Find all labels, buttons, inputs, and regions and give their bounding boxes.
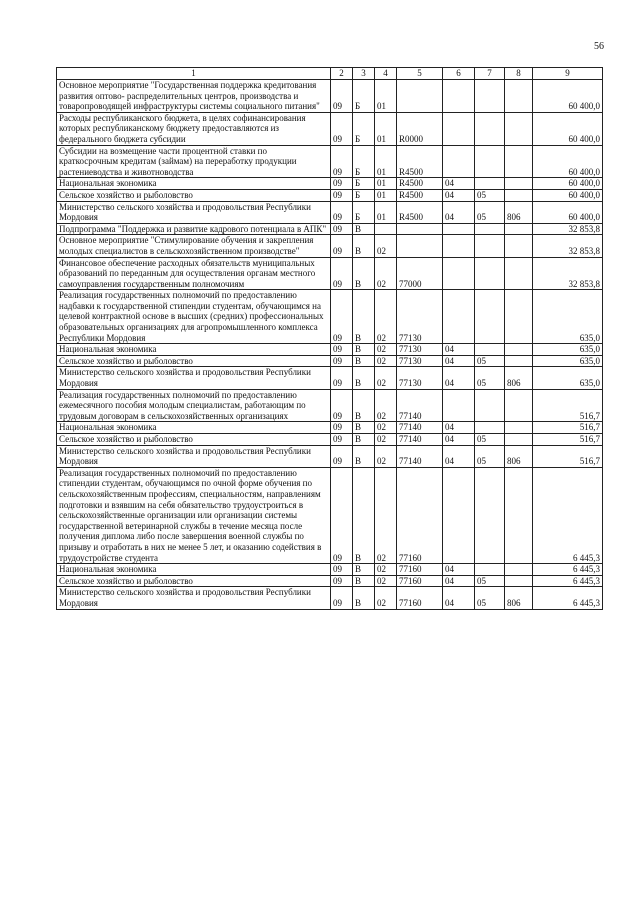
- subsection-code-cell: 05: [475, 201, 505, 223]
- column-header: 7: [475, 68, 505, 80]
- subprogram-code-cell: В: [353, 344, 375, 356]
- direction-code-cell: 77160: [397, 467, 443, 563]
- program-code-cell: 09: [331, 389, 353, 422]
- subprogram-code-cell: В: [353, 290, 375, 344]
- activity-code-cell: 02: [375, 235, 397, 257]
- activity-code-cell: 01: [375, 80, 397, 113]
- ministry-code-cell: [505, 257, 533, 290]
- amount-cell: 635,0: [533, 290, 603, 344]
- subprogram-code-cell: Б: [353, 178, 375, 190]
- section-code-cell: [443, 467, 475, 563]
- subsection-code-cell: [475, 178, 505, 190]
- program-code-cell: 09: [331, 434, 353, 446]
- direction-code-cell: 77130: [397, 290, 443, 344]
- amount-cell: 516,7: [533, 434, 603, 446]
- ministry-code-cell: [505, 80, 533, 113]
- ministry-code-cell: [505, 290, 533, 344]
- direction-code-cell: R4500: [397, 201, 443, 223]
- section-code-cell: 04: [443, 178, 475, 190]
- activity-code-cell: 02: [375, 389, 397, 422]
- ministry-code-cell: [505, 178, 533, 190]
- subsection-code-cell: [475, 80, 505, 113]
- row-name-cell: Сельское хозяйство и рыболовство: [57, 189, 331, 201]
- activity-code-cell: 01: [375, 201, 397, 223]
- row-name-cell: Национальная экономика: [57, 178, 331, 190]
- activity-code-cell: 01: [375, 145, 397, 178]
- table-body: [57, 80, 603, 610]
- ministry-code-cell: [505, 575, 533, 587]
- table-row: [57, 575, 603, 587]
- ministry-code-cell: [505, 389, 533, 422]
- section-code-cell: 04: [443, 201, 475, 223]
- activity-code-cell: 02: [375, 434, 397, 446]
- program-code-cell: 09: [331, 575, 353, 587]
- program-code-cell: 09: [331, 422, 353, 434]
- table-row: [57, 189, 603, 201]
- direction-code-cell: [397, 223, 443, 235]
- subprogram-code-cell: В: [353, 575, 375, 587]
- ministry-code-cell: [505, 189, 533, 201]
- subsection-code-cell: [475, 344, 505, 356]
- section-code-cell: 04: [443, 422, 475, 434]
- program-code-cell: 09: [331, 344, 353, 356]
- program-code-cell: 09: [331, 445, 353, 467]
- direction-code-cell: 77140: [397, 445, 443, 467]
- amount-cell: 516,7: [533, 422, 603, 434]
- section-code-cell: 04: [443, 344, 475, 356]
- row-name-cell: Реализация государственных полномочий по предоставлению надбавки к государственной стипендии студентам, обучающимся на целевой контрактной основе в высших (средних) профессиональных образовательных организациях для агропромышленного комплекса Республики Мордовия: [57, 290, 331, 344]
- table-row: [57, 201, 603, 223]
- subprogram-code-cell: В: [353, 587, 375, 609]
- column-header: 8: [505, 68, 533, 80]
- subprogram-code-cell: В: [353, 367, 375, 389]
- activity-code-cell: 02: [375, 564, 397, 576]
- activity-code-cell: 01: [375, 189, 397, 201]
- subsection-code-cell: [475, 389, 505, 422]
- row-name-cell: Сельское хозяйство и рыболовство: [57, 434, 331, 446]
- row-name-cell: Национальная экономика: [57, 564, 331, 576]
- ministry-code-cell: 806: [505, 445, 533, 467]
- subprogram-code-cell: В: [353, 467, 375, 563]
- subprogram-code-cell: В: [353, 564, 375, 576]
- subsection-code-cell: 05: [475, 445, 505, 467]
- ministry-code-cell: [505, 223, 533, 235]
- subsection-code-cell: 05: [475, 434, 505, 446]
- subprogram-code-cell: В: [353, 355, 375, 367]
- section-code-cell: 04: [443, 367, 475, 389]
- amount-cell: 635,0: [533, 367, 603, 389]
- activity-code-cell: 01: [375, 178, 397, 190]
- subprogram-code-cell: В: [353, 223, 375, 235]
- subprogram-code-cell: Б: [353, 201, 375, 223]
- table-row: [57, 344, 603, 356]
- ministry-code-cell: 806: [505, 587, 533, 609]
- row-name-cell: Сельское хозяйство и рыболовство: [57, 575, 331, 587]
- subprogram-code-cell: В: [353, 434, 375, 446]
- section-code-cell: [443, 257, 475, 290]
- activity-code-cell: 02: [375, 587, 397, 609]
- subprogram-code-cell: В: [353, 235, 375, 257]
- activity-code-cell: 02: [375, 445, 397, 467]
- subsection-code-cell: [475, 257, 505, 290]
- section-code-cell: [443, 389, 475, 422]
- amount-cell: 635,0: [533, 355, 603, 367]
- page-number: 56: [594, 41, 604, 52]
- activity-code-cell: 01: [375, 112, 397, 145]
- ministry-code-cell: [505, 235, 533, 257]
- table-row: [57, 355, 603, 367]
- subprogram-code-cell: Б: [353, 145, 375, 178]
- column-header: 3: [353, 68, 375, 80]
- table-row: [57, 434, 603, 446]
- row-name-cell: Министерство сельского хозяйства и продовольствия Республики Мордовия: [57, 587, 331, 609]
- amount-cell: 32 853,8: [533, 257, 603, 290]
- direction-code-cell: 77130: [397, 344, 443, 356]
- column-header: 1: [57, 68, 331, 80]
- amount-cell: 32 853,8: [533, 223, 603, 235]
- column-header: 2: [331, 68, 353, 80]
- table-row: [57, 178, 603, 190]
- subsection-code-cell: [475, 290, 505, 344]
- column-header: 6: [443, 68, 475, 80]
- table-row: [57, 587, 603, 609]
- section-code-cell: [443, 80, 475, 113]
- section-code-cell: [443, 145, 475, 178]
- table-row: [57, 389, 603, 422]
- activity-code-cell: 02: [375, 575, 397, 587]
- program-code-cell: 09: [331, 355, 353, 367]
- row-name-cell: Подпрограмма "Поддержка и развитие кадрового потенциала в АПК": [57, 223, 331, 235]
- row-name-cell: Субсидии на возмещение части процентной ставки по краткосрочным кредитам (займам) на переработку продукции растениеводства и животноводства: [57, 145, 331, 178]
- ministry-code-cell: 806: [505, 367, 533, 389]
- amount-cell: 60 400,0: [533, 145, 603, 178]
- subsection-code-cell: [475, 223, 505, 235]
- row-name-cell: Реализация государственных полномочий по предоставлению ежемесячного пособия молодым специалистам, работающим по трудовым договорам в сельскохозяйственных организациях: [57, 389, 331, 422]
- activity-code-cell: 02: [375, 367, 397, 389]
- section-code-cell: 04: [443, 355, 475, 367]
- subprogram-code-cell: В: [353, 257, 375, 290]
- table-row: [57, 445, 603, 467]
- row-name-cell: Министерство сельского хозяйства и продовольствия Республики Мордовия: [57, 367, 331, 389]
- direction-code-cell: 77130: [397, 355, 443, 367]
- subsection-code-cell: [475, 235, 505, 257]
- direction-code-cell: 77130: [397, 367, 443, 389]
- program-code-cell: 09: [331, 235, 353, 257]
- table-row: [57, 367, 603, 389]
- activity-code-cell: 02: [375, 290, 397, 344]
- row-name-cell: Финансовое обеспечение расходных обязательств муниципальных образований по переданным для осуществления органам местного самоуправления государственным полномочиям: [57, 257, 331, 290]
- direction-code-cell: [397, 80, 443, 113]
- table-row: [57, 112, 603, 145]
- subprogram-code-cell: В: [353, 389, 375, 422]
- column-header: 9: [533, 68, 603, 80]
- subprogram-code-cell: Б: [353, 189, 375, 201]
- direction-code-cell: R4500: [397, 145, 443, 178]
- direction-code-cell: 77140: [397, 422, 443, 434]
- activity-code-cell: 02: [375, 344, 397, 356]
- direction-code-cell: 77160: [397, 575, 443, 587]
- section-code-cell: [443, 223, 475, 235]
- row-name-cell: Национальная экономика: [57, 344, 331, 356]
- program-code-cell: 09: [331, 290, 353, 344]
- program-code-cell: 09: [331, 112, 353, 145]
- ministry-code-cell: [505, 434, 533, 446]
- section-code-cell: 04: [443, 434, 475, 446]
- column-header: 5: [397, 68, 443, 80]
- ministry-code-cell: [505, 355, 533, 367]
- row-name-cell: Расходы республиканского бюджета, в целях софинансирования которых республиканскому бюджету предоставляются из федерального бюджета субсидии: [57, 112, 331, 145]
- table-row: [57, 290, 603, 344]
- table-header-row: [57, 68, 603, 80]
- section-code-cell: 04: [443, 587, 475, 609]
- activity-code-cell: 02: [375, 355, 397, 367]
- amount-cell: 32 853,8: [533, 235, 603, 257]
- subsection-code-cell: 05: [475, 355, 505, 367]
- program-code-cell: 09: [331, 145, 353, 178]
- subprogram-code-cell: В: [353, 445, 375, 467]
- program-code-cell: 09: [331, 564, 353, 576]
- program-code-cell: 09: [331, 467, 353, 563]
- row-name-cell: Основное мероприятие "Государственная поддержка кредитования развития оптово- распределительных центров, производства и товаропроводящей инфраструктуры системы социального питания": [57, 80, 331, 113]
- ministry-code-cell: [505, 564, 533, 576]
- table-row: [57, 422, 603, 434]
- table-row: [57, 257, 603, 290]
- section-code-cell: 04: [443, 564, 475, 576]
- section-code-cell: [443, 290, 475, 344]
- program-code-cell: 09: [331, 189, 353, 201]
- subsection-code-cell: [475, 112, 505, 145]
- row-name-cell: Национальная экономика: [57, 422, 331, 434]
- program-code-cell: 09: [331, 201, 353, 223]
- subprogram-code-cell: Б: [353, 80, 375, 113]
- subsection-code-cell: 05: [475, 575, 505, 587]
- program-code-cell: 09: [331, 587, 353, 609]
- amount-cell: 6 445,3: [533, 575, 603, 587]
- ministry-code-cell: [505, 467, 533, 563]
- row-name-cell: Министерство сельского хозяйства и продовольствия Республики Мордовия: [57, 201, 331, 223]
- direction-code-cell: 77000: [397, 257, 443, 290]
- amount-cell: 516,7: [533, 445, 603, 467]
- ministry-code-cell: [505, 145, 533, 178]
- program-code-cell: 09: [331, 367, 353, 389]
- section-code-cell: [443, 112, 475, 145]
- amount-cell: 6 445,3: [533, 467, 603, 563]
- table-row: [57, 564, 603, 576]
- program-code-cell: 09: [331, 80, 353, 113]
- ministry-code-cell: [505, 422, 533, 434]
- section-code-cell: 04: [443, 189, 475, 201]
- row-name-cell: Сельское хозяйство и рыболовство: [57, 355, 331, 367]
- row-name-cell: Основное мероприятие "Стимулирование обучения и закрепления молодых специалистов в сельскохозяйственном производстве": [57, 235, 331, 257]
- subsection-code-cell: 05: [475, 587, 505, 609]
- ministry-code-cell: 806: [505, 201, 533, 223]
- amount-cell: 60 400,0: [533, 178, 603, 190]
- ministry-code-cell: [505, 344, 533, 356]
- ministry-code-cell: [505, 112, 533, 145]
- direction-code-cell: 77160: [397, 587, 443, 609]
- amount-cell: 60 400,0: [533, 201, 603, 223]
- column-header: 4: [375, 68, 397, 80]
- amount-cell: 6 445,3: [533, 564, 603, 576]
- subprogram-code-cell: В: [353, 422, 375, 434]
- section-code-cell: [443, 235, 475, 257]
- subsection-code-cell: [475, 564, 505, 576]
- table-row: [57, 467, 603, 563]
- activity-code-cell: [375, 223, 397, 235]
- direction-code-cell: R4500: [397, 189, 443, 201]
- amount-cell: 635,0: [533, 344, 603, 356]
- budget-table: [56, 67, 603, 610]
- subsection-code-cell: [475, 422, 505, 434]
- subprogram-code-cell: Б: [353, 112, 375, 145]
- activity-code-cell: 02: [375, 467, 397, 563]
- amount-cell: 516,7: [533, 389, 603, 422]
- subsection-code-cell: [475, 467, 505, 563]
- program-code-cell: 09: [331, 223, 353, 235]
- table-row: [57, 235, 603, 257]
- row-name-cell: Министерство сельского хозяйства и продовольствия Республики Мордовия: [57, 445, 331, 467]
- subsection-code-cell: 05: [475, 367, 505, 389]
- table-row: [57, 223, 603, 235]
- subsection-code-cell: [475, 145, 505, 178]
- direction-code-cell: [397, 235, 443, 257]
- program-code-cell: 09: [331, 178, 353, 190]
- direction-code-cell: 77160: [397, 564, 443, 576]
- subsection-code-cell: 05: [475, 189, 505, 201]
- activity-code-cell: 02: [375, 422, 397, 434]
- amount-cell: 6 445,3: [533, 587, 603, 609]
- amount-cell: 60 400,0: [533, 189, 603, 201]
- direction-code-cell: 77140: [397, 434, 443, 446]
- direction-code-cell: R4500: [397, 178, 443, 190]
- section-code-cell: 04: [443, 575, 475, 587]
- direction-code-cell: 77140: [397, 389, 443, 422]
- activity-code-cell: 02: [375, 257, 397, 290]
- section-code-cell: 04: [443, 445, 475, 467]
- amount-cell: 60 400,0: [533, 112, 603, 145]
- program-code-cell: 09: [331, 257, 353, 290]
- direction-code-cell: R0000: [397, 112, 443, 145]
- table-row: [57, 80, 603, 113]
- amount-cell: 60 400,0: [533, 80, 603, 113]
- row-name-cell: Реализация государственных полномочий по предоставлению стипендии студентам, обучающимся по очной форме обучения по сельскохозяйственным профессиям, специальностям, направлениям подготовки и взявшим на себя обязательство трудоустроиться в сельскохозяйственные организации или организации системы государственной ветеринарной службы в течение месяца после получения диплома либо после завершения военной службы по призыву и отработать в них не менее 5 лет, и оказанию содействия в трудоустройстве студента: [57, 467, 331, 563]
- table-row: [57, 145, 603, 178]
